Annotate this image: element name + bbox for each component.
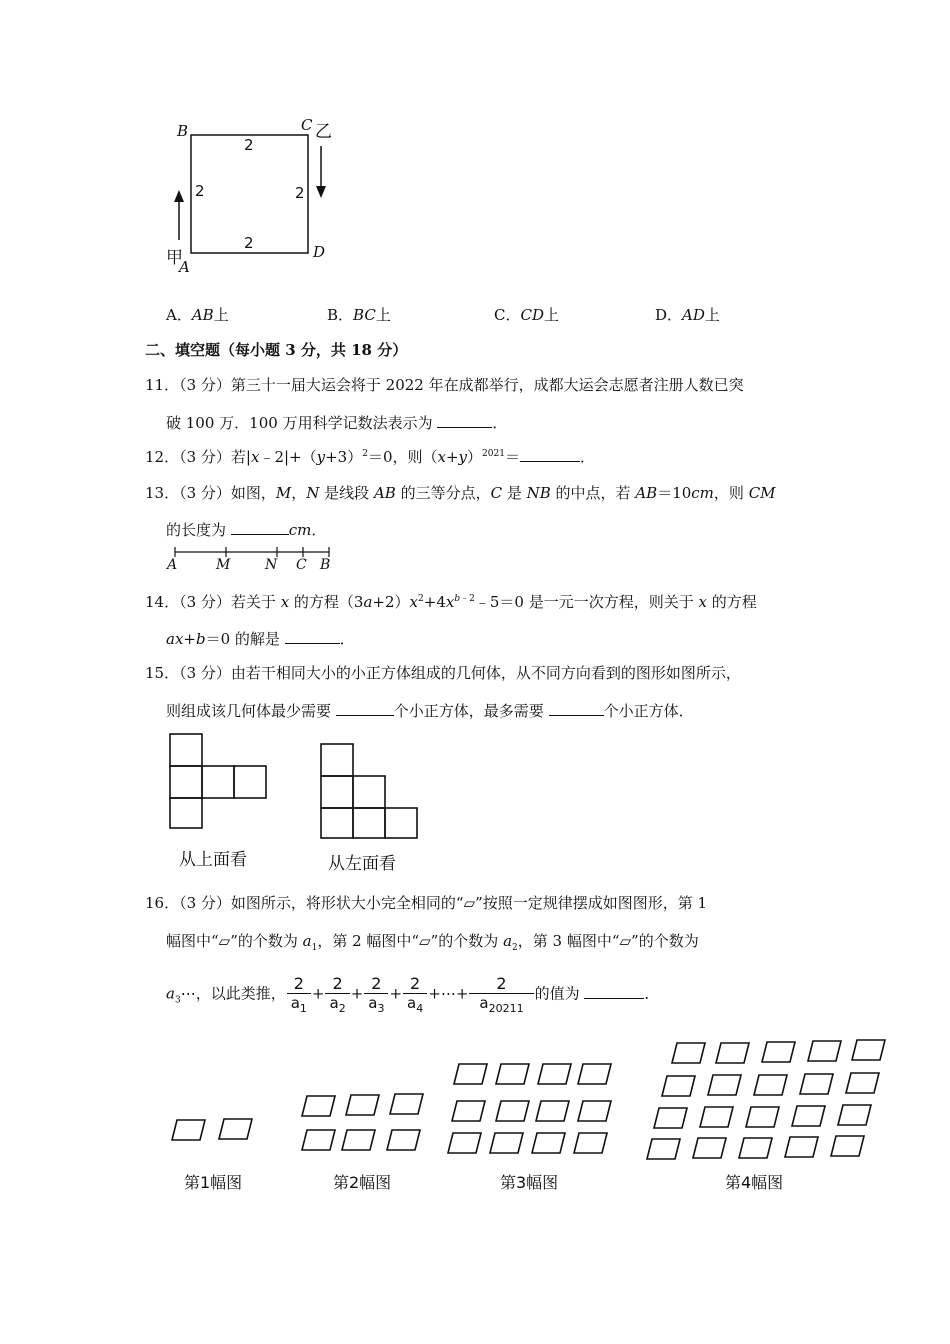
cell [353,776,385,808]
parallelogram [532,1133,565,1153]
parallelogram [342,1130,375,1150]
section-title: 二、填空题（每小题 3 分，共 18 分） [145,341,408,359]
q12-line: 12．（3 分）若$|x﹣2|+(y+3)^2=0$，则$(x+y)^{2021}=$ ． [145,448,595,466]
parallelogram [838,1105,871,1125]
parallelogram [852,1040,885,1060]
side-bottom: 2 [244,234,254,252]
parallelogram [746,1107,779,1127]
seg-label-n: N [265,557,278,573]
q15-line2: 则组成该几何体最少需要 个小正方体，最多需要 个小正方体． [166,702,694,720]
frac-5: $\frac{2}{a_{20211}}$ [469,974,533,1015]
q12-blank[interactable] [520,447,580,462]
parallelogram [172,1120,205,1140]
q11-line1: 11．（3 分）第三十一届大运会将于 2022 年在成都举行，成都大运会志愿者注册人数已突 [145,376,744,394]
frac-4: $\frac{2}{a_4}$ [403,974,427,1015]
fig4-label: 第4幅图 [725,1173,784,1192]
parallelogram [672,1043,705,1063]
parallelogram [346,1095,379,1115]
parallelogram [739,1138,772,1158]
fig1-label: 第1幅图 [184,1173,243,1192]
parallelogram [800,1074,833,1094]
view-top-label: 从上面看 [179,850,247,870]
side-right: 2 [295,184,305,202]
q13-segment [168,546,338,560]
parallelogram [846,1073,879,1093]
parallelogram [708,1075,741,1095]
down-arrow-head [316,186,326,198]
q16-line2: 幅图中“▱”的个数为 $a_1$，第 2 幅图中“▱”的个数为 $a_2$，第 3 幅图中“▱”的个数为 [166,932,699,953]
seg-label-a: A [167,557,178,573]
parallelogram [219,1119,252,1139]
q15-line1: 15．（3 分）由若干相同大小的小正方体组成的几何体，从不同方向看到的图形如图所示， [145,664,741,682]
parallelogram [662,1076,695,1096]
parallelogram [762,1042,795,1062]
cell [234,766,266,798]
q13-blank[interactable] [231,520,289,535]
parallelogram [390,1094,423,1114]
fig3-label: 第3幅图 [500,1173,559,1192]
parallelogram [792,1106,825,1126]
side-left: 2 [195,182,205,200]
cell [170,734,202,766]
parallelogram [448,1133,481,1153]
figure-3 [448,1064,611,1153]
choice-b[interactable]: B．BC上 [327,306,391,324]
q14-line2: ax+b＝0 的解是 ． [166,630,355,648]
parallelogram [693,1138,726,1158]
seg-label-m: M [216,557,231,573]
parallelogram [578,1064,611,1084]
label-C: C [301,116,313,134]
parallelogram [452,1101,485,1121]
cell [170,798,202,828]
view-top-figure [168,732,268,830]
cell [353,808,385,838]
parallelogram [808,1041,841,1061]
choice-c[interactable]: C．CD上 [494,306,560,324]
parallelogram [454,1064,487,1084]
parallelogram [831,1136,864,1156]
q16-line3: $a_3\cdots$，以此类推， $\frac{2}{a_1}$ + $\frac{2}{a_2}$ + $\frac{2}{a_3}$ + $\frac{2}{a_4}$ +⋯+ $\frac{2}{a_{20211}}$ 的值为 ． [166,974,660,1015]
parallelogram [490,1133,523,1153]
label-yi: 乙 [315,122,332,142]
q11-blank[interactable] [437,413,492,428]
cell [321,776,353,808]
figure-1 [172,1119,252,1140]
parallelogram [496,1064,529,1084]
q16-line1: 16．（3 分）如图所示，将形状大小完全相同的“▱”按照一定规律摆成如图图形，第 1 [145,894,708,912]
label-A: A [179,258,190,276]
parallelogram [716,1043,749,1063]
parallelogram [574,1133,607,1153]
q13-line2: 的长度为 cm． [166,521,327,539]
view-left-figure [319,742,419,840]
cell [202,766,234,798]
parallelogram [536,1101,569,1121]
parallelogram [302,1130,335,1150]
parallelogram [754,1075,787,1095]
q14-line1: 14．（3 分）若关于 x 的方程$(3a+2)x^2+4x^{b﹣2}﹣5=0$ 是一元一次方程，则关于 x 的方程 [145,593,757,611]
q15-blank-min[interactable] [336,701,394,716]
cell [321,808,353,838]
up-arrow-head [174,190,184,202]
parallelogram [647,1139,680,1159]
choice-a[interactable]: A．AB上 [166,306,229,324]
q14-blank[interactable] [285,629,340,644]
label-B: B [177,122,189,140]
parallelogram [387,1130,420,1150]
parallelogram [785,1137,818,1157]
side-top: 2 [244,136,254,154]
label-jia: 甲 [166,248,183,268]
q16-blank[interactable] [584,984,644,999]
parallelogram [496,1101,529,1121]
cell [385,808,417,838]
frac-3: $\frac{2}{a_3}$ [364,974,388,1015]
cell [321,744,353,776]
frac-2: $\frac{2}{a_2}$ [325,974,349,1015]
cell [170,766,202,798]
label-D: D [313,243,326,261]
q16-figures [160,1035,900,1165]
figure-4 [647,1040,885,1159]
parallelogram [302,1096,335,1116]
fig2-label: 第2幅图 [333,1173,392,1192]
parallelogram [700,1107,733,1127]
choice-d[interactable]: D．AD上 [655,306,720,324]
q15-blank-max[interactable] [549,701,604,716]
parallelogram [538,1064,571,1084]
frac-1: $\frac{2}{a_1}$ [287,974,311,1015]
parallelogram [578,1101,611,1121]
figure-2 [302,1094,423,1150]
seg-label-c: C [296,557,307,573]
q13-line1: 13．（3 分）如图，M，N 是线段 AB 的三等分点，C 是 NB 的中点，若 AB＝10cm，则 CM [145,484,776,502]
q11-line2: 破 100 万．100 万用科学记数法表示为 ． [166,414,508,432]
seg-label-b: B [320,557,331,573]
parallelogram [654,1108,687,1128]
view-left-label: 从左面看 [328,854,396,874]
